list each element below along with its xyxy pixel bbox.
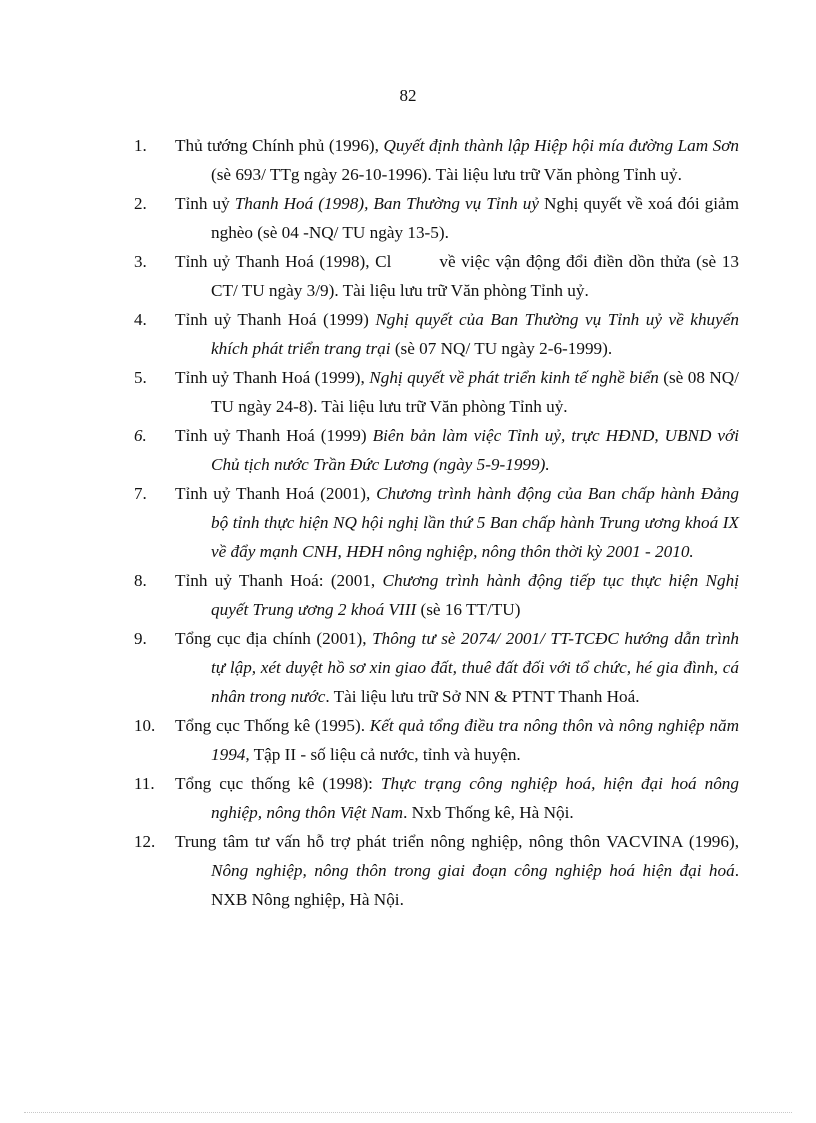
reference-item — [0, 363, 816, 421]
reference-item — [0, 769, 816, 827]
reference-list — [0, 131, 816, 914]
reference-item — [0, 189, 816, 247]
reference-text-segment: Tỉnh uỷ Thanh Hoá (1999) — [175, 426, 373, 445]
reference-text — [175, 305, 739, 363]
reference-text-segment: Tổng cục thống kê (1998): — [175, 774, 381, 793]
reference-text — [175, 479, 739, 566]
reference-text-segment: . Tài liệu lưu trữ Sở NN & PTNT Thanh Hoá. — [325, 687, 640, 706]
reference-title-italic: Nghị quyết của Ban Thường vụ Tỉnh uỷ về khuyến khích phát triển trang trại — [211, 310, 739, 358]
reference-item — [0, 247, 816, 305]
reference-title-italic: Thực trạng công nghiệp hoá, hiện đại hoá nông nghiệp, nông thôn Việt Nam — [211, 774, 739, 822]
reference-text-segment: (sè 07 NQ/ TU ngày 2-6-1999). — [390, 339, 613, 358]
reference-number: 5. — [134, 368, 147, 387]
reference-number: 1. — [134, 136, 147, 155]
reference-text-segment: (sè 16 TT/TU) — [416, 600, 521, 619]
reference-text — [175, 827, 739, 914]
reference-title-italic: Biên bản làm việc Tỉnh uỷ, trực HĐND, UBND với Chủ tịch nước Trần Đức Lương (ngày 5-9-1999). — [211, 426, 739, 474]
reference-text-segment: Tỉnh uỷ Thanh Hoá: (2001, — [175, 571, 383, 590]
reference-text-segment: Tổng cục Thống kê (1995). — [175, 716, 370, 735]
reference-item — [0, 711, 816, 769]
reference-number: 10. — [134, 716, 156, 735]
reference-number: 4. — [134, 310, 147, 329]
page-bottom-dotted-border — [24, 1112, 792, 1113]
reference-number: 8. — [134, 571, 147, 590]
reference-item — [0, 566, 816, 624]
reference-title-italic: Thanh Hoá (1998), Ban Thường vụ Tỉnh uỷ — [234, 194, 539, 213]
reference-text-segment: về việc vận động đổi điền dồn thửa (sè 13 CT/ TU ngày 3/9). Tài liệu lưu trữ Văn phòng Tỉnh uỷ. — [211, 252, 739, 300]
reference-text-segment: . NXB Nông nghiệp, Hà Nội. — [211, 861, 739, 909]
reference-text-segment: Tập II - số liệu cả nước, tỉnh và huyện. — [249, 745, 521, 764]
reference-number: 12. — [134, 832, 156, 851]
reference-text-segment: (sè 08 NQ/ TU ngày 24-8). Tài liệu lưu trữ Văn phòng Tỉnh uỷ. — [211, 368, 739, 416]
reference-item — [0, 305, 816, 363]
reference-text-segment: Nghị quyết về xoá đói giảm nghèo (sè 04 -NQ/ TU ngày 13-5). — [211, 194, 739, 242]
reference-title-italic: Chương trình hành động của Ban chấp hành Đảng bộ tỉnh thực hiện NQ hội nghị lần thứ 5 Ban chấp hành Trung ương khoá IX về đẩy mạnh CNH, HĐH nông nghiệp, nông thôn thời kỳ 2001 - 2010. — [211, 484, 739, 561]
reference-title-italic: Chương trình hành động tiếp tục thực hiện Nghị quyết Trung ương 2 khoá VIII — [211, 571, 739, 619]
reference-text-segment: Tỉnh uỷ Thanh Hoá (1998), Cl — [175, 252, 392, 271]
reference-text — [175, 189, 739, 247]
reference-text-segment: Tỉnh uỷ Thanh Hoá (2001), — [175, 484, 377, 503]
reference-text-segment: Tổng cục địa chính (2001), — [175, 629, 373, 648]
reference-text — [175, 421, 739, 479]
reference-number: 2. — [134, 194, 147, 213]
reference-item — [0, 131, 816, 189]
reference-text-segment: Thủ tướng Chính phủ (1996), — [175, 136, 384, 155]
reference-title-italic: Kết quả tổng điều tra nông thôn và nông nghiệp năm 1994, — [211, 716, 739, 764]
reference-item — [0, 827, 816, 914]
reference-item — [0, 421, 816, 479]
reference-text-segment: . Nxb Thống kê, Hà Nội. — [403, 803, 574, 822]
reference-item — [0, 624, 816, 711]
reference-number: 7. — [134, 484, 147, 503]
reference-number: 11. — [134, 774, 155, 793]
reference-text-segment: Tỉnh uỷ Thanh Hoá (1999), — [175, 368, 370, 387]
reference-text — [175, 247, 739, 305]
reference-text-segment: (sè 693/ TTg ngày 26-10-1996). Tài liệu lưu trữ Văn phòng Tỉnh uỷ. — [211, 165, 682, 184]
reference-number: 6. — [134, 426, 147, 445]
reference-item — [0, 479, 816, 566]
reference-title-italic: Nghị quyết về phát triển kinh tế nghề biển — [369, 368, 659, 387]
reference-title-italic: Thông tư sè 2074/ 2001/ TT-TCĐC hướng dẫn trình tự lập, xét duyệt hồ sơ xin giao đất, thuê đất đối với tổ chức, hé gia đình, cá nhân trong nước — [211, 629, 740, 706]
reference-number: 9. — [134, 629, 147, 648]
page-number: 82 — [399, 86, 417, 105]
reference-text — [175, 769, 739, 827]
reference-text — [175, 566, 739, 624]
reference-title-italic: Nông nghiệp, nông thôn trong giai đoạn công nghiệp hoá hiện đại hoá — [211, 861, 735, 880]
reference-text-segment: Tỉnh uỷ Thanh Hoá (1999) — [175, 310, 376, 329]
reference-text — [175, 624, 739, 711]
reference-number: 3. — [134, 252, 147, 271]
reference-text-segment: Trung tâm tư vấn hỗ trợ phát triển nông nghiệp, nông thôn VACVINA (1996), — [175, 832, 739, 851]
reference-text — [175, 131, 739, 189]
reference-text-segment: Tỉnh uỷ — [175, 194, 235, 213]
reference-title-italic: Quyết định thành lập Hiệp hội mía đường Lam Sơn — [383, 136, 739, 155]
reference-text — [175, 363, 739, 421]
reference-text — [175, 711, 739, 769]
